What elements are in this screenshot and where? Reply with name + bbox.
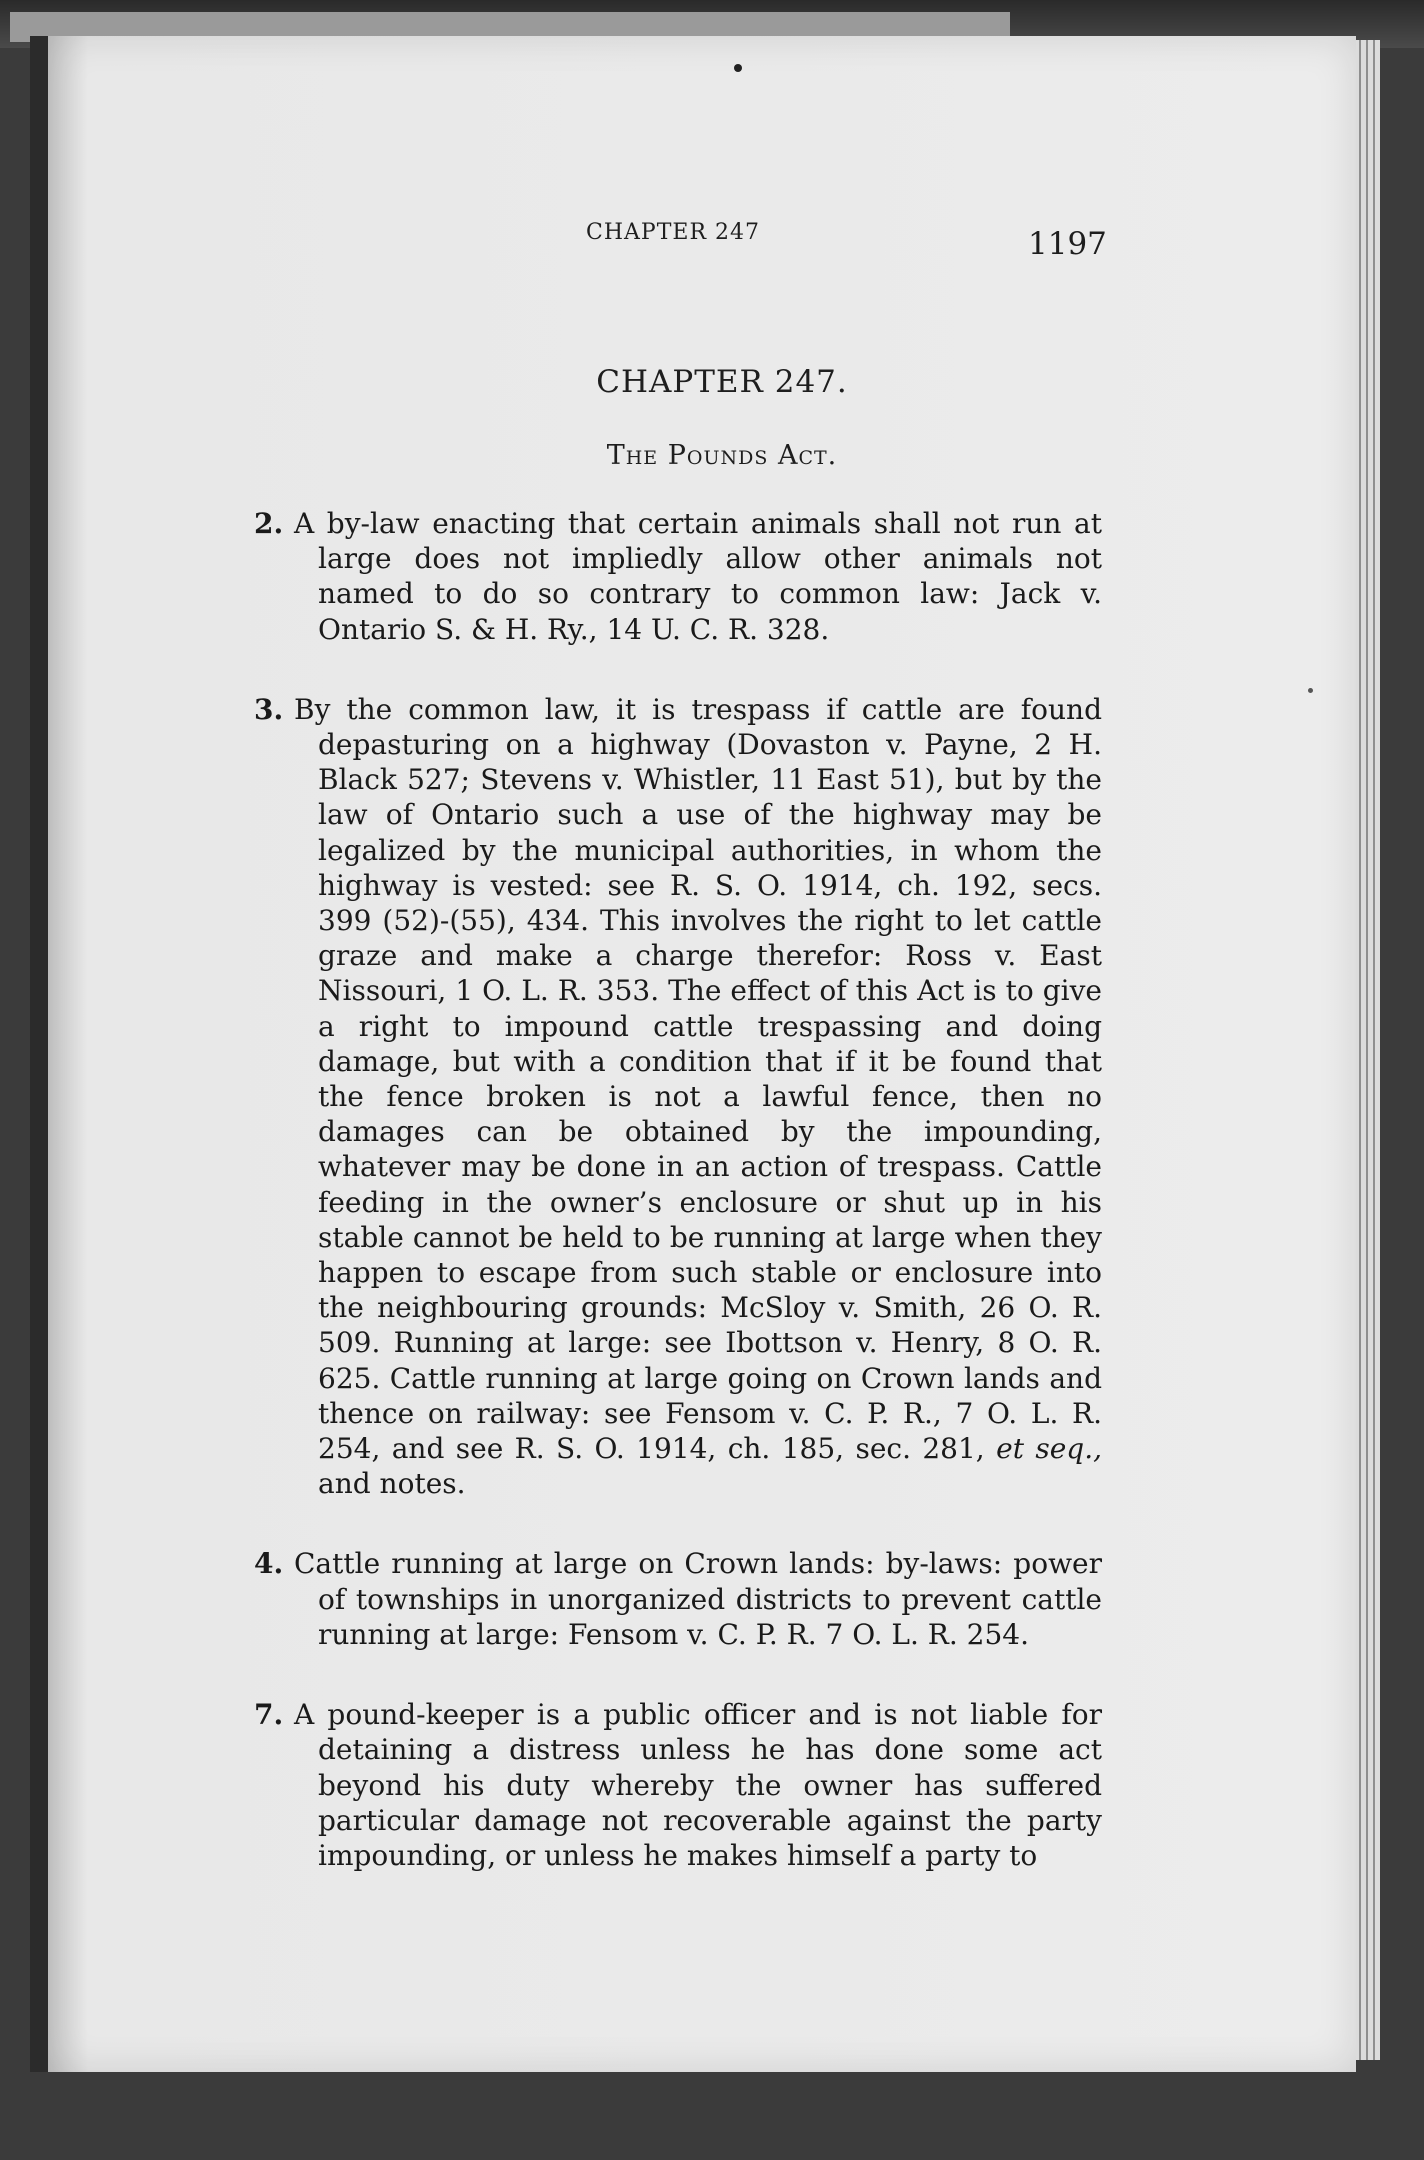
running-head: CHAPTER 247 [586, 220, 760, 245]
note-number: 3. [254, 692, 284, 726]
note-number: 7. [254, 1698, 284, 1732]
page-number: 1197 [1028, 226, 1107, 262]
note-text: By the common law, it is trespass if cattle are found depasturing on a highway (Dovaston v. Payne, 2 H. Black 527; Stevens v. Whistler, 11 East 51), but by the law of Ontario such a use of the highway may be legalized by the municipal authorities, in whom the highway is vested: see R. S. O. 1914, ch. 192, secs. 399 (52)-(55), 434. This involves the right to let cattle graze and make a charge therefor: Ross v. East Nissouri, 1 O. L. R. 353. The effect of this Act is to give a right to impound cattle trespassing and doing damage, but with a condition that if it be found that the fence broken is not a lawful fence, then no damages can be obtained by the impounding, whatever may be done in an action of trespass. Cattle feeding in the owner’s enclosure or shut up in his stable cannot be held to be running at large when they happen to escape from such stable or enclosure into the neighbouring grounds: McSloy v. Smith, 26 O. R. 509. Running at large: see Ibottson v. Henry, 8 O. R. 625. Cattle running at large going on Crown lands and thence on railway: see Fensom v. C. P. R., 7 O. L. R. 254, and see R. S. O. 1914, ch. 185, sec. 281, [294, 692, 1102, 1466]
annotation-list [254, 506, 1102, 1918]
ink-speck [1308, 688, 1313, 693]
note-number: 2. [254, 507, 284, 540]
ink-speck [734, 64, 742, 72]
annotation-note-7 [254, 1697, 1102, 1873]
note-text-tail: and notes. [318, 1467, 466, 1501]
annotation-note-4 [254, 1546, 1102, 1652]
annotation-note-2 [254, 506, 1102, 647]
chapter-title: CHAPTER 247. [596, 364, 848, 400]
note-number: 4. [254, 1547, 284, 1581]
act-title: The Pounds Act. [606, 440, 838, 471]
note-text: A by-law enacting that certain animals shall not run at large does not impliedly allow other animals not named to do so contrary to common law: Jack v. Ontario S. & H. Ry., 14 U. C. R. 328. [294, 507, 1102, 646]
annotation-note-3 [254, 692, 1102, 1502]
note-italic-text: et seq., [996, 1432, 1103, 1466]
note-text: A pound-keeper is a public officer and is not liable for detaining a distress unless he has done some act beyond his duty whereby the owner has suffered particular damage not recoverable against the party impounding, or unless he makes himself a party to [294, 1698, 1102, 1872]
note-text: Cattle running at large on Crown lands: by-laws: power of townships in unorganized districts to prevent cattle running at large: Fensom v. C. P. R. 7 O. L. R. 254. [294, 1547, 1102, 1651]
